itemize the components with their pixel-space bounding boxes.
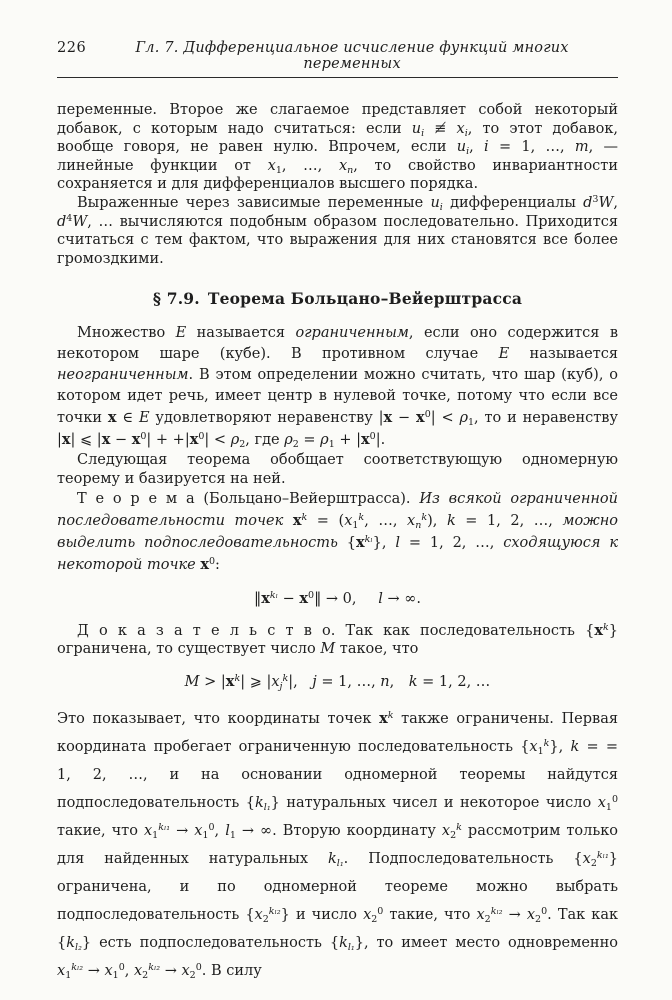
text-run: k [358,511,365,523]
text-run: k [254,794,264,811]
text-run: , …, [281,157,339,174]
text-run: kₗ [364,533,373,545]
text-run: k [570,738,580,755]
text-run: 2 [292,439,299,451]
text-run: k [328,850,337,867]
text-run: = 1, …, [488,139,575,156]
text-run: { [57,934,67,951]
text-run: 1 [202,829,209,841]
text-run: l₁ [336,857,344,869]
text-run: Следующая теорема обобщает соответствующую одномерную теорему и базируется на ней. [57,452,618,487]
text-run: ρ [230,432,240,449]
text-run: x [133,962,143,979]
text-run: § 7.9. Теорема Больцано–Вейерштрасса [152,289,523,309]
text-run: = 1, 2, …, [455,512,563,529]
text-run: x [200,555,209,573]
text-run: | < [430,410,460,427]
paragraph [57,194,618,268]
text-run: Из всякой ограниченной последовательности точек [57,490,619,529]
text-run: → ∞. [382,590,421,607]
text-run: x [131,431,141,449]
text-run: l₁ [347,941,355,953]
text-run: d [583,194,593,211]
text-run: x [407,512,416,529]
text-run: называется [186,325,296,342]
text-run: k [543,737,550,749]
text-run: такое, что [335,641,419,658]
text-run: | ⩾ | [240,673,272,690]
text-run: сходящуюся к некоторой точке [57,534,618,573]
text-run: , — линейные функции от [57,139,619,174]
text-run: = ( [307,512,345,529]
text-run: x [582,850,591,867]
text-run: также ограничены. Первая координата пробегает ограниченную последовательность [57,710,618,755]
text-run: дифференциалы [442,194,584,211]
text-run [357,591,379,607]
text-run: { [329,934,340,951]
text-run: 2 [189,969,196,981]
text-run: , [469,139,485,156]
text-run: 0 [541,905,548,917]
text-run: x [194,822,203,839]
text-run: 1 [352,519,359,531]
text-run: Т е о р е м а (Больцано–Вейерштрасса). [77,490,420,507]
text-run: Множество [77,325,176,342]
text-run: ρ [284,432,293,449]
text-run: k [339,934,348,951]
text-run: , …, [364,512,408,529]
text-run: 1 [328,439,335,451]
text-run: l [378,590,383,607]
text-run: 4 [66,212,73,224]
text-run: , [613,194,618,211]
text-run: l [225,822,230,839]
text-run: x [597,794,606,811]
text-run: x [526,906,536,923]
text-run: kₗ [269,589,278,601]
text-run: 2 [590,857,597,869]
text-run: 1 [605,801,612,813]
text-run: m [574,139,589,156]
text-run: 2 [535,913,542,925]
text-run: ), [427,512,447,529]
text-run: → [160,962,182,979]
text-run [394,674,409,690]
text-run: можно выделить подпоследовательность [57,512,618,551]
text-run: 0 [208,821,215,833]
text-run: − [277,590,300,607]
text-run: : [215,556,220,573]
text-run: 2 [142,969,149,981]
text-run: 0 [208,555,216,567]
text-run: i [421,127,425,139]
text-run: называется [509,346,618,363]
text-run: такие, что [383,906,477,923]
text-run: , … вычисляются подобным образом последовательно. Приходится считаться с тем фактом, что выражения для них становятся все более громоздкими. [57,213,618,267]
paragraph [57,705,618,985]
text-run: }, [549,738,571,755]
text-run: = [298,432,321,449]
text-run: { [245,794,255,811]
text-run: d [57,213,67,230]
text-run: − [110,432,132,449]
paragraph [57,101,618,194]
text-run: 1 [275,164,282,176]
text-run: u [411,120,422,137]
paragraph [57,323,618,451]
text-run: n [380,673,390,690]
text-run: }, [372,534,396,551]
text-run: kₗ₂ [268,905,281,917]
text-run: kₗ₂ [148,961,161,973]
text-run: x [267,157,276,174]
text-run: x [594,621,603,639]
text-run: |, [288,673,298,690]
text-run: , если оно содержится в некотором шаре (кубе). В противном случае [57,325,618,363]
text-run: 2 [450,829,457,841]
text-run: i [464,127,468,139]
text-run: 0 [198,431,205,443]
text-run: = 1, 2, … [417,673,491,690]
text-run: 0 [369,431,376,443]
text-run: 1 [152,829,159,841]
text-run: W [598,194,614,211]
text-run: x [355,533,365,551]
text-run: → [502,906,527,923]
text-run: k [282,672,289,684]
text-run: x [271,673,280,690]
display-formula [57,589,618,609]
text-run: i [484,139,489,156]
text-run: j [279,680,283,692]
text-run: ∈ [116,410,139,427]
text-run: x [379,709,388,727]
text-run: W [72,213,88,230]
page-number: 226 [57,40,87,56]
page-content [57,101,618,985]
text-run: } и число [280,906,364,923]
text-run: . В этом определении можно считать, что шар (куб), о котором идет речь, имеет центр в нулевой точке, потому что если все точки [57,367,618,427]
text-run: x [416,409,425,427]
text-run: 0 [118,961,125,973]
text-run: n [415,519,422,531]
text-run: 1 [467,417,475,429]
text-run: 0 [424,409,431,421]
text-run: x [292,511,302,529]
text-run: Д о к а з а т е л ь с т в о. Так как последовательность { [77,622,595,639]
text-run: | + +| [146,432,190,449]
text-run: неограниченным [57,367,189,384]
text-run: } натуральных чисел и некоторое число [270,794,598,811]
text-run: Выраженные через зависимые переменные [77,194,431,211]
text-run: 2 [262,913,269,925]
paragraph [57,489,618,576]
text-run: ограниченным [295,325,409,342]
text-run: 0 [195,961,202,973]
chapter-title: Гл. 7. Дифференциальное исчисление функций многих переменных [135,40,569,72]
text-run: } ограничена, и по одномерной теореме можно выбрать подпоследовательность [57,850,618,923]
text-run: > | [199,673,226,690]
text-run: x [361,431,370,449]
text-run: , где [245,432,285,449]
text-run: 2 [239,439,246,451]
text-run: x [338,157,348,174]
text-run: x [181,962,190,979]
text-run: M [184,673,200,690]
text-run: рассмотрим только для найденных натуральных [57,822,619,867]
text-run: . Подпоследовательность [343,850,574,867]
text-run: k [66,934,76,951]
text-run: x [143,822,153,839]
section-heading [57,289,618,308]
text-run: x [101,431,111,449]
text-run: ρ [320,432,329,449]
text-run: { [346,534,356,551]
text-run: x [61,431,71,449]
text-run: kₗ₂ [71,961,84,973]
text-run: переменные. Второе же слагаемое представляет собой некоторый добавок, с которым надо считаться: если [57,102,618,137]
text-run: i [439,201,443,213]
text-run: x [57,962,66,979]
text-run: |. [375,432,386,449]
text-run: ≢ [424,120,457,137]
text-run: → ∞. Вторую координату [235,822,442,839]
text-run: k [446,512,456,529]
text-run: . В силу [201,962,262,979]
text-run: → [170,822,195,839]
text-run: x [363,906,372,923]
text-run: l₂ [75,941,82,953]
text-run: { [245,906,255,923]
text-run: k [387,709,394,721]
display-formula [57,672,618,692]
text-run: → [83,962,105,979]
text-run [298,674,313,690]
text-run: ‖ [254,590,262,607]
text-run: удовлетворяют неравенству | [149,410,384,427]
text-run: M [320,641,336,658]
text-run: = 1, 2, …, [400,534,504,551]
text-run: u [456,139,467,156]
text-run: = = 1, 2, …, и на основании одномерной теоремы найдутся подпоследовательность [57,738,618,811]
text-run: такие, что [57,822,144,839]
text-run: kₗ₁ [158,821,171,833]
text-run: 1 [65,969,72,981]
text-run: k [421,511,428,523]
text-run: 0 [377,905,384,917]
text-run: ‖ → 0, [314,590,357,607]
text-run: kₗ₁ [596,849,609,861]
text-run: | < [204,432,231,449]
text-run: x [441,822,451,839]
text-run: = 1, …, [316,673,381,690]
text-run: 2 [484,913,491,925]
text-run: j [312,673,317,690]
text-run: k [301,511,308,523]
text-run: x [107,409,117,427]
text-run: x [344,512,353,529]
text-run: 1 [112,969,119,981]
text-run: n [347,164,354,176]
text-run: , то и неравенству | [57,410,618,449]
text-run: , то свойство инвариантности сохраняется и для дифференциалов высшего порядка. [57,157,618,193]
text-run: x [225,672,235,690]
text-run: x [476,906,485,923]
text-run: , [124,962,134,979]
text-run: l₁ [263,801,271,813]
text-run: x [456,120,465,137]
text-run: . Так как [547,906,619,923]
text-run: 1 [229,829,236,841]
text-run: + | [334,432,361,449]
text-run: kₗ₂ [490,905,503,917]
paragraph [57,451,618,488]
text-run: 0 [611,793,618,805]
text-run: }, то имеет место одновременно [354,934,618,951]
text-run: 3 [592,193,599,205]
text-run: E [175,325,187,342]
text-run: x [299,589,309,607]
text-run: 1 [537,745,544,757]
text-run: ρ [459,410,468,427]
text-run: } ограничена, то существует число [57,622,618,658]
text-run: u [430,194,440,211]
text-run: i [466,146,470,158]
text-run: { [520,738,530,755]
text-run: 0 [140,431,147,443]
text-run: E [498,346,510,363]
text-run: } есть подпоследовательность [81,934,330,951]
text-run: | ⩽ | [70,432,102,449]
paragraph [57,622,618,659]
text-run: , [389,673,395,690]
text-run: 0 [308,589,315,601]
running-header [57,40,618,78]
text-run: x [189,431,199,449]
text-run: x [383,409,393,427]
text-run: E [138,410,150,427]
text-run: { [573,850,583,867]
text-run: x [104,962,113,979]
text-run: − [392,410,417,427]
text-run: k [603,621,609,633]
text-run: k [234,672,241,684]
text-run: Это показывает, что координаты точек [57,710,380,727]
text-run: , [214,822,226,839]
text-run: , то этот добавок, вообще говоря, не равен нулю. Впрочем, если [57,120,618,156]
text-run: 2 [371,913,378,925]
text-run: x [254,906,263,923]
text-run: l [395,534,401,551]
text-run: x [261,589,270,607]
text-run: k [456,821,462,833]
text-run: k [408,673,418,690]
text-run: x [529,738,538,755]
